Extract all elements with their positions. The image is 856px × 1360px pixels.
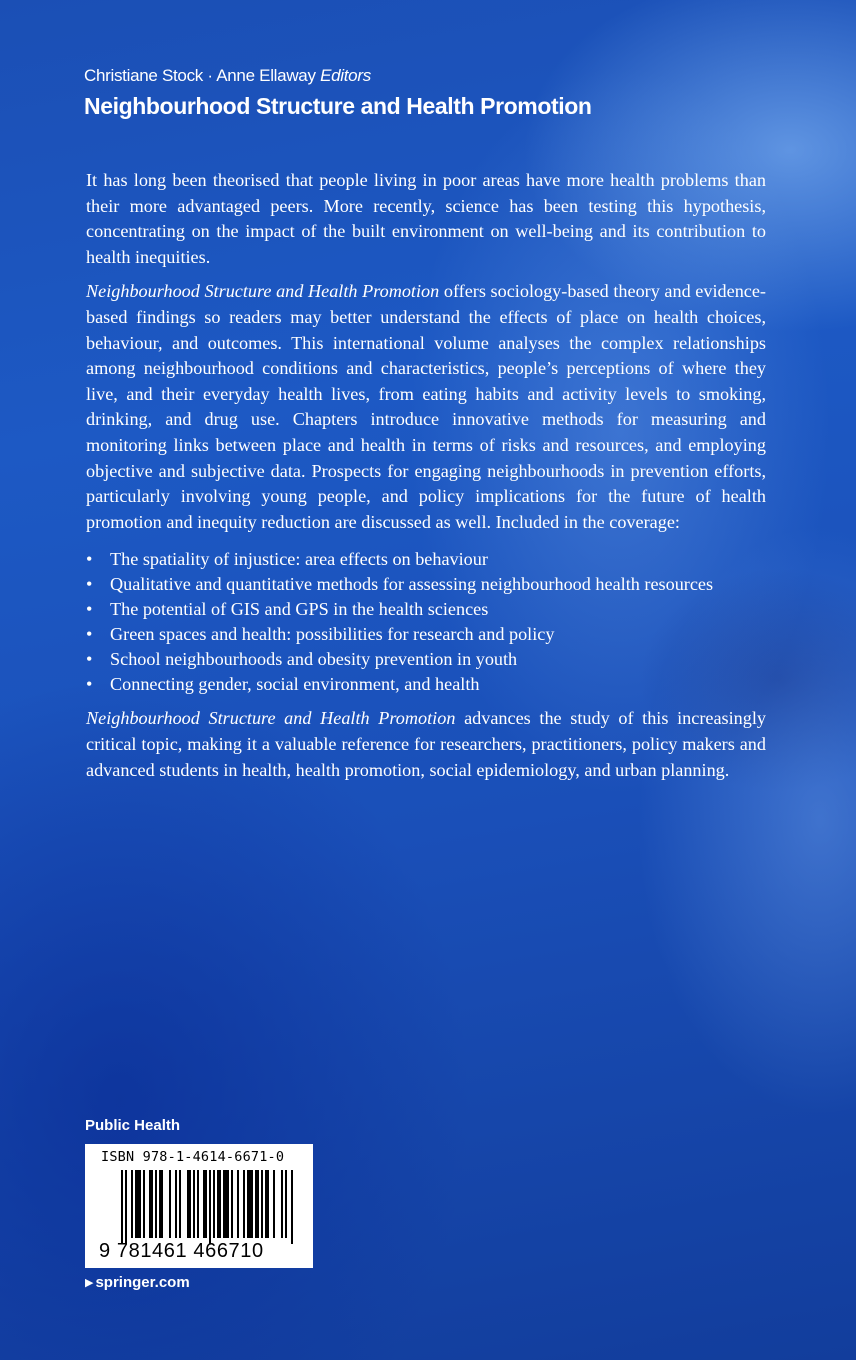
barcode-bar bbox=[179, 1170, 181, 1238]
isbn-barcode bbox=[85, 1144, 313, 1268]
editors-line bbox=[84, 64, 784, 88]
coverage-item bbox=[86, 572, 766, 597]
barcode-bar bbox=[193, 1170, 195, 1238]
barcode-bar bbox=[265, 1170, 269, 1238]
coverage-list bbox=[86, 547, 766, 697]
blurb-paragraph-3-title: Neighbourhood Structure and Health Promotion bbox=[86, 708, 456, 729]
subject-category: Public Health bbox=[85, 1117, 181, 1134]
publisher-link[interactable] bbox=[85, 1272, 190, 1294]
barcode-bar bbox=[285, 1170, 287, 1238]
coverage-item bbox=[86, 622, 766, 647]
coverage-item-text: Connecting gender, social environment, and health bbox=[110, 674, 480, 695]
barcode-bar bbox=[159, 1170, 163, 1238]
editors-role: Editors bbox=[320, 66, 371, 85]
bullet-icon: • bbox=[86, 649, 93, 670]
coverage-item bbox=[86, 597, 766, 622]
blurb-paragraph-3-text: advances the study of this increasingly critical topic, making it a valuable reference for researchers, practitioners, policy makers and advanced students in health, health promotion, social epidemiology, and urban planning. bbox=[86, 708, 766, 780]
barcode-bar bbox=[209, 1170, 211, 1244]
barcode-bar bbox=[213, 1170, 215, 1238]
barcode-bar bbox=[261, 1170, 263, 1238]
coverage-item bbox=[86, 547, 766, 572]
barcode-bar bbox=[131, 1170, 133, 1238]
blurb-paragraph-1: It has long been theorised that people living in poor areas have more health problems than their more advantaged peers. More recently, science has been testing this hypothesis, concentrating on the impact of the built environment on well-being and its contribution to health inequities. bbox=[86, 170, 766, 267]
barcode-bar bbox=[243, 1170, 245, 1238]
barcode-bar bbox=[155, 1170, 157, 1238]
coverage-item bbox=[86, 672, 766, 697]
bullet-icon: • bbox=[86, 674, 93, 695]
barcode-bar bbox=[121, 1170, 123, 1244]
barcode-bar bbox=[125, 1170, 127, 1244]
barcode-bar bbox=[169, 1170, 171, 1238]
coverage-item-text: The spatiality of injustice: area effects on behaviour bbox=[110, 549, 488, 570]
barcode-bar bbox=[149, 1170, 153, 1238]
barcode-bar bbox=[273, 1170, 275, 1238]
barcode-bar bbox=[187, 1170, 191, 1238]
barcode-bar bbox=[223, 1170, 229, 1238]
blurb-paragraph-2-title: Neighbourhood Structure and Health Promotion bbox=[86, 281, 440, 302]
book-header bbox=[84, 64, 784, 122]
coverage-item-text: Qualitative and quantitative methods for assessing neighbourhood health resources bbox=[110, 574, 714, 595]
isbn-text: ISBN 978-1-4614-6671-0 bbox=[101, 1149, 285, 1165]
barcode-bar bbox=[175, 1170, 177, 1238]
barcode-bar bbox=[143, 1170, 145, 1238]
barcode-bar bbox=[237, 1170, 239, 1238]
barcode-bar bbox=[197, 1170, 199, 1238]
bullet-icon: • bbox=[86, 599, 93, 620]
coverage-item-text: School neighbourhoods and obesity prevention in youth bbox=[110, 649, 518, 670]
barcode-bar bbox=[255, 1170, 259, 1238]
blurb-paragraph-3 bbox=[86, 706, 766, 783]
barcode-bar bbox=[203, 1170, 207, 1238]
barcode-bar bbox=[247, 1170, 253, 1238]
barcode-bar bbox=[135, 1170, 141, 1238]
barcode-bar bbox=[281, 1170, 283, 1238]
publisher-website: springer.com bbox=[95, 1274, 190, 1291]
bullet-icon: • bbox=[86, 574, 93, 595]
coverage-item bbox=[86, 647, 766, 672]
book-title: Neighbourhood Structure and Health Promotion bbox=[84, 93, 592, 119]
blurb-paragraph-2-text: offers sociology-based theory and evidence-based findings so readers may better understand the effects of place on health choices, behaviour, and outcomes. This international volume analyses the complex relationships among neighbourhood conditions and characteristics, people’s perceptions of where they live, and their everyday health lives, from eating habits and activity levels to smoking, drinking, and drug use. Chapters introduce innovative methods for measuring and monitoring links between place and health in terms of risks and resources, and employing objective and subjective data. Prospects for engaging neighbourhoods in prevention efforts, particularly involving young people, and policy implications for the future of health promotion and inequity reduction are discussed as well. Included in the coverage: bbox=[86, 281, 766, 532]
ean-digits: 9 781461 466710 bbox=[99, 1240, 264, 1262]
bullet-icon: • bbox=[86, 549, 93, 570]
barcode-bar bbox=[291, 1170, 293, 1244]
barcode-bar bbox=[231, 1170, 233, 1238]
blurb-paragraph-2 bbox=[86, 279, 766, 535]
blurb bbox=[86, 168, 766, 792]
editors-names: Christiane Stock · Anne Ellaway bbox=[84, 66, 316, 85]
barcode-bar bbox=[217, 1170, 221, 1238]
arrow-right-icon: ▶ bbox=[85, 1277, 94, 1289]
coverage-item-text: Green spaces and health: possibilities for research and policy bbox=[110, 624, 555, 645]
bullet-icon: • bbox=[86, 624, 93, 645]
coverage-item-text: The potential of GIS and GPS in the health sciences bbox=[110, 599, 489, 620]
